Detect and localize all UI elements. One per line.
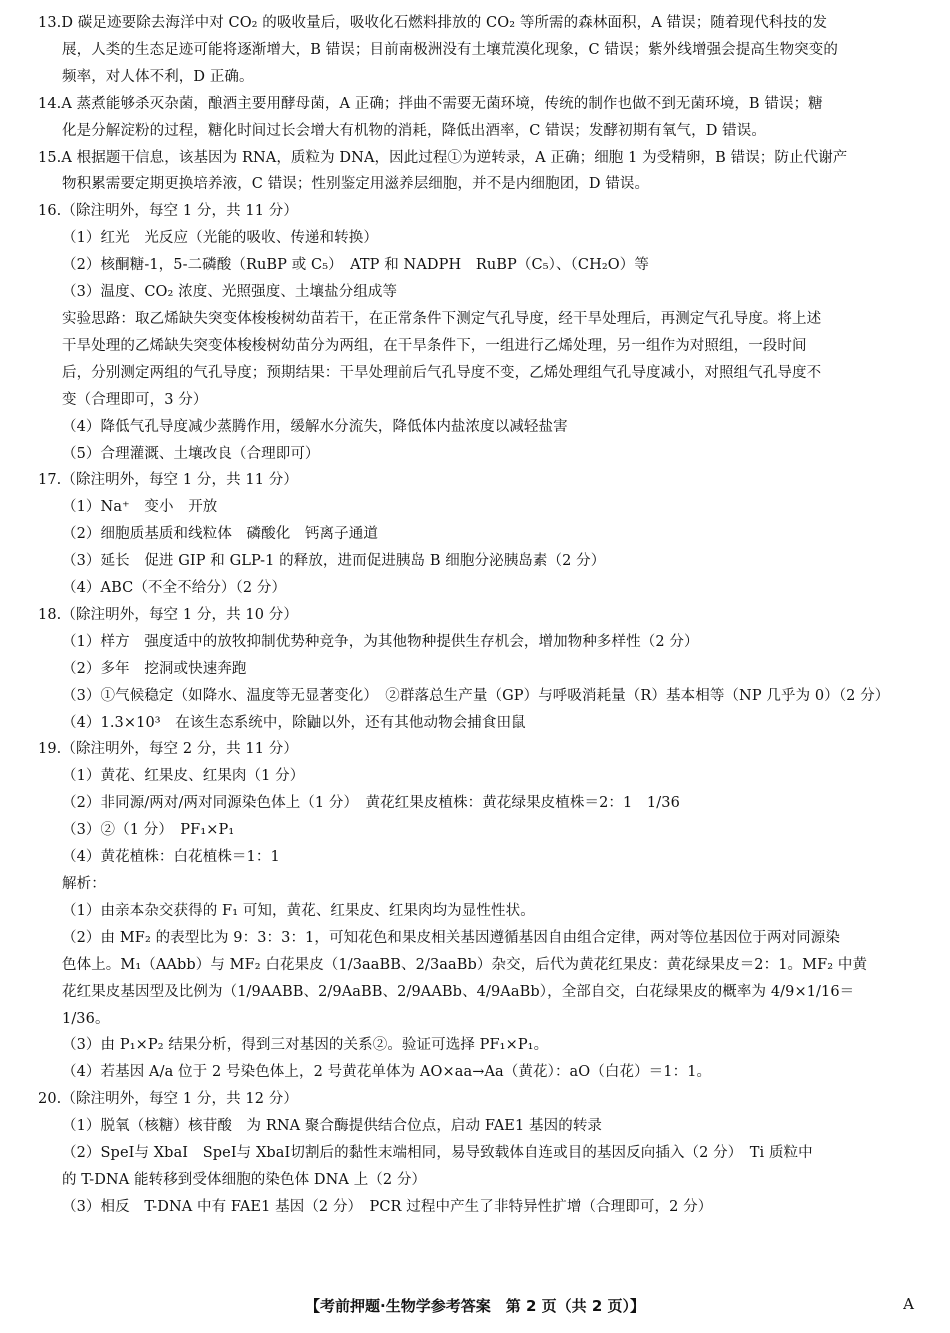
answer-line: （3）相反 T-DNA 中有 FAE1 基因（2 分） PCR 过程中产生了非特异性扩增（合理即可，2 分）	[62, 1198, 713, 1215]
answer-line: 色体上。M₁（AAbb）与 MF₂ 白花果皮（1/3aaBB、2/3aaBb）杂交，后代为黄花红果皮：黄花绿果皮＝2：1。MF₂ 中黄	[62, 956, 868, 973]
answer-line: （1）红光 光反应（光能的吸收、传递和转换）	[62, 230, 378, 247]
answer-line: 物积累需要定期更换培养液，C 错误；性别鉴定用滋养层细胞，并不是内细胞团，D 错误。	[62, 176, 650, 193]
answer-line: 频率，对人体不利，D 正确。	[62, 68, 254, 85]
answer-line: （4）黄花植株：白花植株＝1：1	[62, 849, 280, 866]
answer-line: 解析：	[62, 876, 106, 892]
answer-line: 花红果皮基因型及比例为（1/9AABB、2/9AaBB、2/9AABb、4/9AaBb），全部自交，白花绿果皮的概率为 4/9×1/16＝	[62, 983, 855, 1000]
answer-line: 展，人类的生态足迹可能将逐渐增大，B 错误；目前南极洲没有土壤荒漠化现象，C 错误；紫外线增强会提高生物突变的	[62, 41, 838, 58]
answer-line: 19.（除注明外，每空 2 分，共 11 分）	[38, 741, 298, 758]
answer-line: （3）延长 促进 GIP 和 GLP-1 的释放，进而促进胰岛 B 细胞分泌胰岛素（2 分）	[62, 553, 606, 570]
answer-line: （3）②（1 分） PF₁×P₁	[62, 822, 235, 839]
answer-line: （5）合理灌溉、土壤改良（合理即可）	[62, 445, 320, 462]
answer-line: （2）核酮糖-1，5-二磷酸（RuBP 或 C₅） ATP 和 NADPH RuBP（C₅）、（CH₂O）等	[62, 257, 649, 274]
answer-line: （2）多年 挖洞或快速奔跑	[62, 660, 247, 677]
answer-line: （2）非同源/两对/两对同源染色体上（1 分） 黄花红果皮植株：黄花绿果皮植株＝2：1 1/36	[62, 795, 680, 812]
answer-line: 1/36。	[62, 1010, 110, 1027]
answer-line: （4）ABC（不全不给分）（2 分）	[62, 580, 287, 597]
answer-content	[38, 10, 914, 1221]
answer-line: （4）降低气孔导度减少蒸腾作用，缓解水分流失，降低体内盐浓度以减轻盐害	[62, 418, 568, 435]
answer-line: 17.（除注明外，每空 1 分，共 11 分）	[38, 472, 298, 489]
answer-line: （4）若基因 A/a 位于 2 号染色体上，2 号黄花单体为 AO×aa→Aa（黄花）：aO（白花）＝1：1。	[62, 1064, 712, 1081]
answer-line: 18.（除注明外，每空 1 分，共 10 分）	[38, 606, 298, 623]
answer-line: （3）由 P₁×P₂ 结果分析，得到三对基因的关系②。验证可选择 PF₁×P₁。	[62, 1037, 549, 1054]
page-footer: 【考前押题·生物学参考答案 第 2 页（共 2 页）】	[305, 1297, 645, 1315]
answer-line: 13.D 碳足迹要除去海洋中对 CO₂ 的吸收量后，吸收化石燃料排放的 CO₂ 等所需的森林面积，A 错误；随着现代科技的发	[38, 15, 828, 31]
answer-line: 14.A 蒸煮能够杀灭杂菌，酿酒主要用酵母菌，A 正确；拌曲不需要无菌环境，传统的制作也做不到无菌环境，B 错误；糖	[38, 95, 823, 112]
answer-line: （4）1.3×10³ 在该生态系统中，除鼬以外，还有其他动物会捕食田鼠	[62, 714, 526, 731]
answer-line: 20.（除注明外，每空 1 分，共 12 分）	[38, 1091, 298, 1108]
answer-line: （3）温度、CO₂ 浓度、光照强度、土壤盐分组成等	[62, 284, 398, 301]
answer-line: （1）样方 强度适中的放牧抑制优势种竞争，为其他物种提供生存机会，增加物种多样性（2 分）	[62, 633, 699, 650]
answer-line: 15.A 根据题干信息，该基因为 RNA，质粒为 DNA，因此过程①为逆转录，A 正确；细胞 1 为受精卵，B 错误；防止代谢产	[38, 149, 848, 166]
answer-line: 实验思路：取乙烯缺失突变体梭梭树幼苗若干，在正常条件下测定气孔导度，经干旱处理后，再测定气孔导度。将上述	[62, 310, 822, 327]
answer-line: 变（合理即可，3 分）	[62, 391, 208, 408]
answer-line: （2）细胞质基质和线粒体 磷酸化 钙离子通道	[62, 526, 378, 543]
answer-line: （1）由亲本杂交获得的 F₁ 可知，黄花、红果皮、红果肉均为显性性状。	[62, 902, 535, 919]
paper-version-label: A	[903, 1295, 914, 1313]
answer-line: （1）Na⁺ 变小 开放	[62, 499, 218, 516]
answer-line: （2）由 MF₂ 的表型比为 9：3：3：1，可知花色和果皮相关基因遵循基因自由组合定律，两对等位基因位于两对同源染	[62, 929, 840, 946]
answer-line: 后，分别测定两组的气孔导度；预期结果：干旱处理前后气孔导度不变，乙烯处理组气孔导度减小，对照组气孔导度不	[62, 364, 822, 381]
answer-line: 干旱处理的乙烯缺失突变体梭梭树幼苗分为两组，在干旱条件下，一组进行乙烯处理，另一组作为对照组，一段时间	[62, 337, 807, 354]
answer-line: （1）脱氧（核糖）核苷酸 为 RNA 聚合酶提供结合位点，启动 FAE1 基因的转录	[62, 1118, 603, 1135]
answer-line: 的 T-DNA 能转移到受体细胞的染色体 DNA 上（2 分）	[62, 1171, 427, 1188]
answer-line: 16.（除注明外，每空 1 分，共 11 分）	[38, 203, 298, 220]
answer-line: （3）①气候稳定（如降水、温度等无显著变化） ②群落总生产量（GP）与呼吸消耗量（R）基本相等（NP 几乎为 0）（2 分）	[62, 687, 890, 704]
answer-line: （1）黄花、红果皮、红果肉（1 分）	[62, 768, 305, 785]
answer-line: 化是分解淀粉的过程，糖化时间过长会增大有机物的消耗，降低出酒率，C 错误；发酵初期有氧气，D 错误。	[62, 122, 766, 139]
answer-line: （2）SpeⅠ与 XbaⅠ SpeⅠ与 XbaⅠ切割后的黏性末端相同，易导致载体自连或目的基因反向插入（2 分） Ti 质粒中	[62, 1145, 813, 1162]
